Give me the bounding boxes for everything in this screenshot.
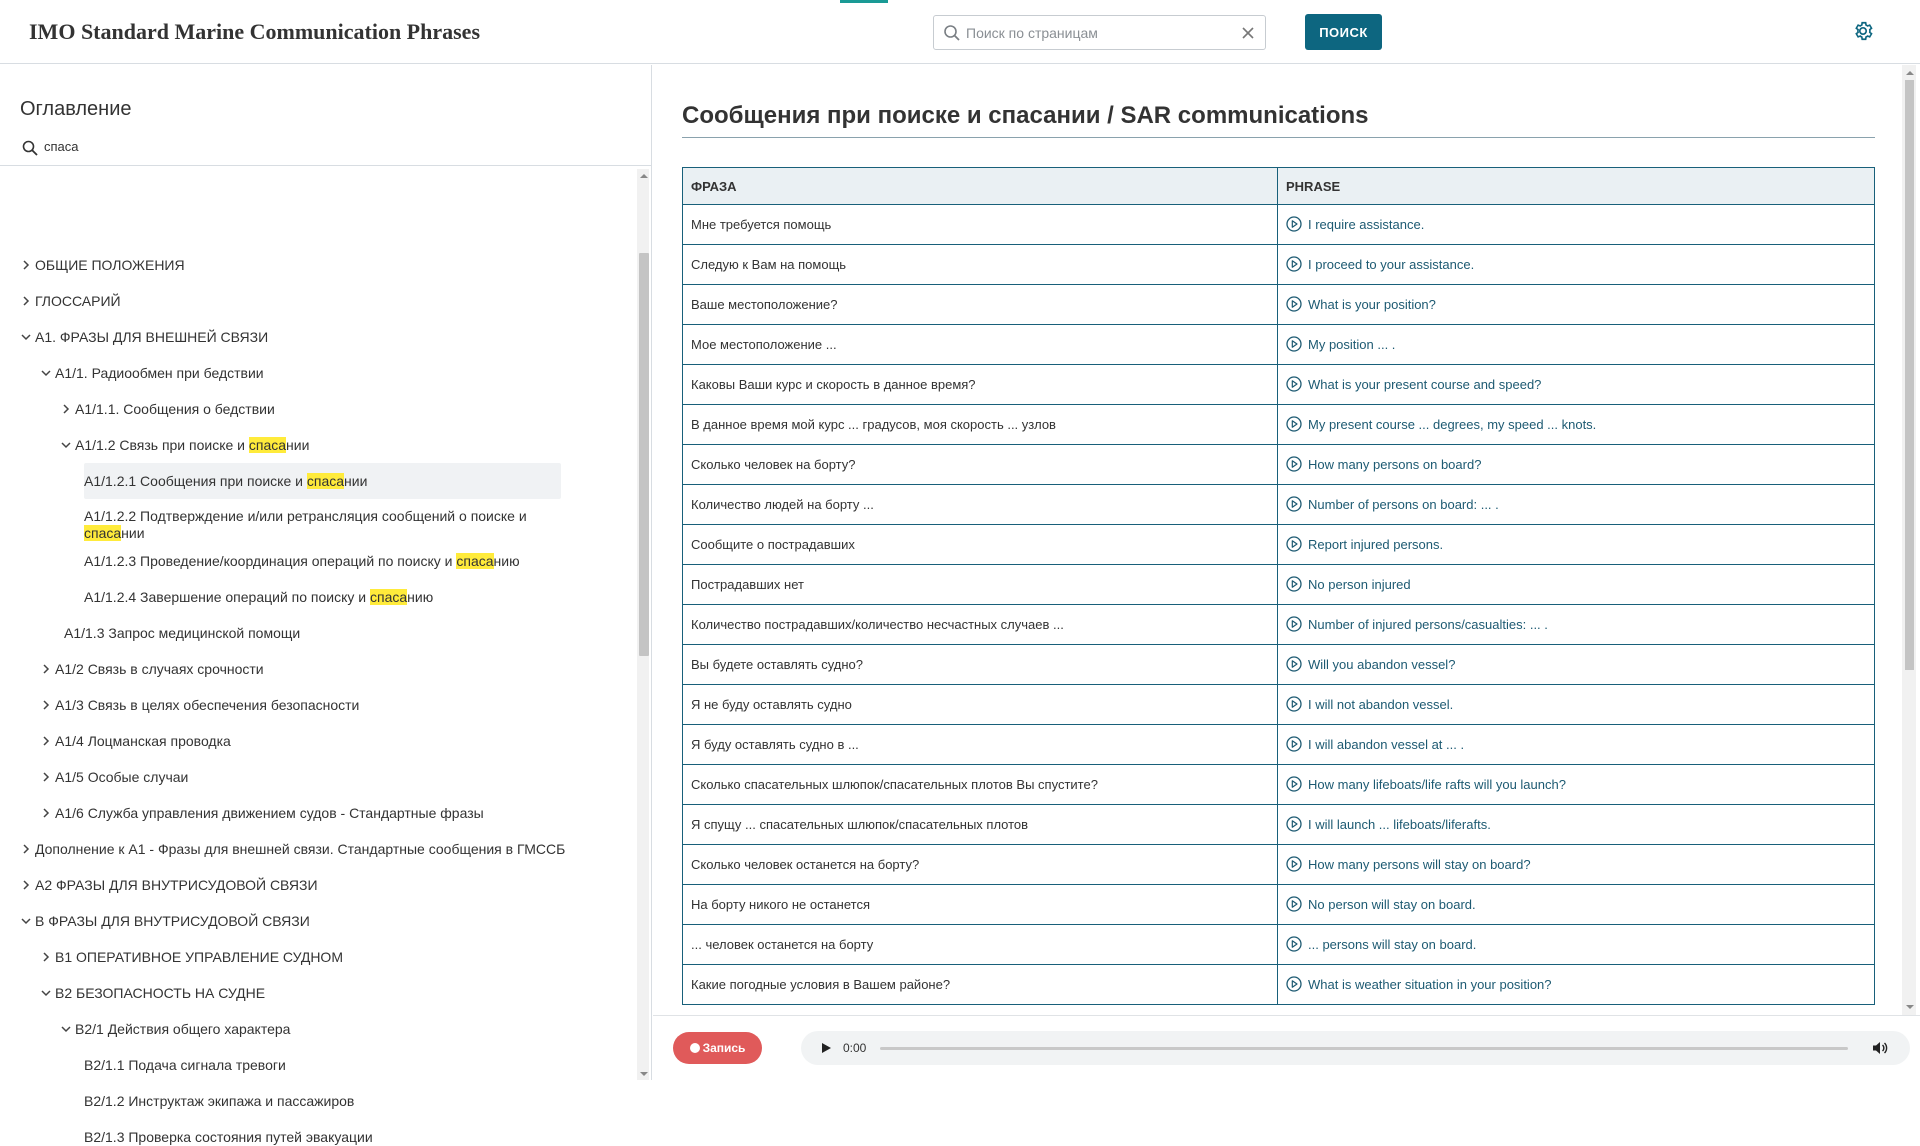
toc-item-text: ГЛОССАРИЙ [35, 293, 121, 309]
play-audio-icon[interactable] [1286, 656, 1302, 672]
play-audio-icon[interactable] [1286, 536, 1302, 552]
phrase-en[interactable] [1278, 325, 1875, 365]
phrase-en-text: Report injured persons. [1308, 536, 1444, 552]
toc-item-text: А1/1.3 Запрос медицинской помощи [64, 625, 301, 641]
toc-filter[interactable] [20, 138, 420, 160]
toc-item-text: нию [493, 553, 520, 569]
top-bar [0, 0, 1920, 64]
chevron-down-icon[interactable] [20, 915, 32, 927]
phrase-en[interactable] [1278, 885, 1875, 925]
table-row [683, 285, 1875, 325]
phrase-en-text: No person will stay on board. [1308, 896, 1476, 912]
search-button[interactable]: ПОИСК [1305, 14, 1382, 50]
table-row [683, 565, 1875, 605]
phrase-ru: Какие погодные условия в Вашем районе? [683, 965, 1278, 1005]
play-audio-icon[interactable] [1286, 576, 1302, 592]
toc-filter-input[interactable] [44, 139, 404, 154]
table-row [683, 245, 1875, 285]
toc-item-text: А1/1.2.3 Проведение/координация операций по поиску и [84, 553, 457, 569]
table-row [683, 805, 1875, 845]
toc-item[interactable] [55, 696, 359, 714]
top-accent-bar [840, 0, 888, 3]
phrase-en[interactable] [1278, 765, 1875, 805]
play-audio-icon[interactable] [1286, 936, 1302, 952]
toc-item[interactable] [84, 588, 433, 606]
toc-item[interactable] [64, 624, 300, 642]
phrase-en[interactable] [1278, 485, 1875, 525]
toc-title: Оглавление [20, 98, 132, 120]
main-scrollbar-thumb[interactable] [1905, 80, 1914, 670]
search-highlight: спаса [369, 589, 408, 605]
divider [0, 165, 652, 166]
play-audio-icon[interactable] [1286, 456, 1302, 472]
phrase-en[interactable] [1278, 965, 1875, 1005]
toc-item[interactable] [35, 912, 310, 930]
table-row [683, 325, 1875, 365]
table-row [683, 725, 1875, 765]
play-audio-icon[interactable] [1286, 976, 1302, 992]
toc-item-text: Дополнение к А1 - Фразы для внешней связи. Стандартные сообщения в ГМССБ [35, 841, 566, 857]
phrase-ru: Сколько человек останется на борту? [683, 845, 1278, 885]
play-audio-icon[interactable] [1286, 336, 1302, 352]
chevron-right-icon[interactable] [40, 951, 52, 963]
toc-tree [0, 169, 636, 1145]
phrase-en[interactable] [1278, 565, 1875, 605]
play-audio-icon[interactable] [1286, 776, 1302, 792]
chevron-right-icon[interactable] [40, 699, 52, 711]
chevron-down-icon[interactable] [60, 439, 72, 451]
play-audio-icon[interactable] [1286, 856, 1302, 872]
table-row [683, 965, 1875, 1005]
phrase-en-text: I require assistance. [1308, 216, 1425, 232]
clear-search-icon[interactable] [1239, 24, 1257, 42]
phrase-ru: Каковы Ваши курс и скорость в данное время? [683, 365, 1278, 405]
toc-item[interactable] [84, 463, 561, 499]
phrase-en-text: Will you abandon vessel? [1308, 656, 1456, 672]
toc-item-text: нии [121, 525, 145, 541]
table-row [683, 605, 1875, 645]
phrase-ru: В данное время мой курс ... градусов, моя скорость ... узлов [683, 405, 1278, 445]
column-header-phrase-en: PHRASE [1278, 168, 1875, 205]
play-audio-icon[interactable] [1286, 416, 1302, 432]
toc-item-text: А2 ФРАЗЫ ДЛЯ ВНУТРИСУДОВОЙ СВЯЗИ [35, 877, 318, 893]
scroll-up-icon[interactable] [1905, 69, 1915, 77]
page-search-box[interactable] [933, 15, 1266, 50]
phrase-en[interactable] [1278, 365, 1875, 405]
toc-item[interactable] [35, 840, 565, 858]
play-icon[interactable] [820, 1042, 832, 1054]
phrase-en-text: How many persons will stay on board? [1308, 856, 1531, 872]
toc-item-text: нии [344, 473, 368, 489]
volume-icon[interactable] [1872, 1040, 1888, 1056]
toc-item-text: В2/1.1 Подача сигнала тревоги [84, 1057, 286, 1073]
toc-item-text: А1/5 Особые случаи [55, 769, 189, 785]
toc-item-text: нию [407, 589, 434, 605]
chevron-right-icon[interactable] [60, 403, 72, 415]
chevron-down-icon[interactable] [20, 331, 32, 343]
phrase-ru: Ваше местоположение? [683, 285, 1278, 325]
phrase-ru: Сколько спасательных шлюпок/спасательных плотов Вы спустите? [683, 765, 1278, 805]
phrase-ru: Мое местоположение ... [683, 325, 1278, 365]
toc-item[interactable] [35, 328, 268, 346]
page-title: Сообщения при поиске и спасании / SAR communications [682, 102, 1369, 129]
scroll-down-icon[interactable] [639, 1070, 649, 1078]
phrase-en-text: What is your position? [1308, 296, 1436, 312]
phrase-en[interactable] [1278, 525, 1875, 565]
play-audio-icon[interactable] [1286, 296, 1302, 312]
toc-item[interactable] [55, 804, 484, 822]
toc-item-text: А1/1.2 Связь при поиске и [75, 437, 249, 453]
phrase-en[interactable] [1278, 285, 1875, 325]
toc-item[interactable] [55, 732, 231, 750]
toc-item-text: В2 БЕЗОПАСНОСТЬ НА СУДНЕ [55, 985, 266, 1001]
toc-item[interactable] [35, 256, 185, 274]
toc-item-text: А1/6 Служба управления движением судов - Стандартные фразы [55, 805, 484, 821]
toc-item-text: В2/1.3 Проверка состояния путей эвакуации [84, 1129, 373, 1145]
toc-scrollbar-thumb[interactable] [639, 253, 649, 656]
table-row [683, 845, 1875, 885]
phrase-en-text: No person injured [1308, 576, 1411, 592]
toc-item-text: В ФРАЗЫ ДЛЯ ВНУТРИСУДОВОЙ СВЯЗИ [35, 913, 310, 929]
table-row [683, 645, 1875, 685]
phrase-ru: На борту никого не останется [683, 885, 1278, 925]
phrase-en[interactable] [1278, 645, 1875, 685]
play-audio-icon[interactable] [1286, 736, 1302, 752]
phrase-en-text: How many persons on board? [1308, 456, 1482, 472]
toc-sidebar [0, 65, 652, 1145]
phrase-en[interactable] [1278, 685, 1875, 725]
toc-item-text: А1/1.2.4 Завершение операций по поиску и [84, 589, 370, 605]
search-highlight: спаса [306, 473, 345, 489]
toc-item-text: В2/1.2 Инструктаж экипажа и пассажиров [84, 1093, 355, 1109]
toc-item-text: В1 ОПЕРАТИВНОЕ УПРАВЛЕНИЕ СУДНОМ [55, 949, 343, 965]
chevron-right-icon[interactable] [20, 295, 32, 307]
audio-progress-track[interactable] [880, 1047, 1848, 1050]
toc-item[interactable] [75, 400, 275, 418]
phrase-en-text: I will launch ... lifeboats/liferafts. [1308, 816, 1491, 832]
phrase-en[interactable] [1278, 725, 1875, 765]
table-row [683, 925, 1875, 965]
toc-item[interactable] [55, 984, 265, 1002]
toc-item[interactable] [84, 1128, 373, 1146]
audio-footer [653, 1015, 1920, 1080]
toc-item-text: А1. ФРАЗЫ ДЛЯ ВНЕШНЕЙ СВЯЗИ [35, 329, 269, 345]
search-icon [22, 140, 38, 156]
scroll-down-icon[interactable] [1905, 1003, 1915, 1011]
phrase-en-text: I will abandon vessel at ... . [1308, 736, 1465, 752]
table-row [683, 365, 1875, 405]
phrase-en-text: What is your present course and speed? [1308, 376, 1542, 392]
toc-item[interactable] [75, 1020, 290, 1038]
toc-item-text: ОБЩИЕ ПОЛОЖЕНИЯ [35, 257, 185, 273]
toc-item[interactable] [35, 292, 121, 310]
toc-item-text: А1/2 Связь в случаях срочности [55, 661, 264, 677]
phrase-ru: Следую к Вам на помощь [683, 245, 1278, 285]
phrase-en[interactable] [1278, 405, 1875, 445]
toc-item-text: нии [286, 437, 310, 453]
chevron-right-icon[interactable] [40, 735, 52, 747]
table-row [683, 485, 1875, 525]
phrase-en-text: My position ... . [1308, 336, 1396, 352]
phrase-en[interactable] [1278, 205, 1875, 245]
search-highlight: спаса [456, 553, 494, 569]
gear-icon[interactable] [1852, 20, 1874, 42]
search-icon [943, 24, 961, 42]
play-audio-icon[interactable] [1286, 696, 1302, 712]
table-row [683, 205, 1875, 245]
toc-item[interactable] [84, 1092, 354, 1110]
phrase-en[interactable] [1278, 805, 1875, 845]
audio-time: 0:00 [843, 1041, 867, 1055]
chevron-right-icon[interactable] [20, 843, 32, 855]
toc-item-text: А1/3 Связь в целях обеспечения безопасности [55, 697, 360, 713]
toc-item[interactable] [55, 948, 343, 966]
phrase-en-text: How many lifeboats/life rafts will you launch? [1308, 776, 1566, 792]
toc-item-text: А1/1.2.2 Подтверждение и/или ретрансляция сообщений о поиске и [84, 508, 527, 524]
table-row [683, 885, 1875, 925]
phrase-ru: Пострадавших нет [683, 565, 1278, 605]
record-button-label: Запись [702, 1041, 746, 1055]
toc-item[interactable] [75, 436, 309, 454]
audio-player [801, 1031, 1910, 1065]
toc-item[interactable] [55, 364, 264, 382]
phrase-ru: Количество пострадавших/количество несчастных случаев ... [683, 605, 1278, 645]
column-header-phrase-ru: ФРАЗА [683, 168, 1278, 205]
toc-item[interactable] [84, 508, 584, 542]
phrase-en-text: ... persons will stay on board. [1308, 936, 1477, 952]
phrase-en-text: Number of persons on board: ... . [1308, 496, 1499, 512]
chevron-right-icon[interactable] [20, 879, 32, 891]
toc-item-text: А1/1.2.1 Сообщения при поиске и [84, 473, 307, 489]
chevron-right-icon[interactable] [20, 259, 32, 271]
phrase-ru: Сколько человек на борту? [683, 445, 1278, 485]
table-header-row [683, 168, 1875, 205]
phrase-ru: Сообщите о пострадавших [683, 525, 1278, 565]
phrase-en-text: My present course ... degrees, my speed ... knots. [1308, 416, 1597, 432]
play-audio-icon[interactable] [1286, 896, 1302, 912]
play-audio-icon[interactable] [1286, 216, 1302, 232]
table-row [683, 765, 1875, 805]
toc-item-text: А1/4 Лоцманская проводка [55, 733, 231, 749]
main-content [653, 65, 1920, 1015]
chevron-down-icon[interactable] [40, 367, 52, 379]
phrase-en[interactable] [1278, 245, 1875, 285]
play-audio-icon[interactable] [1286, 616, 1302, 632]
chevron-right-icon[interactable] [40, 807, 52, 819]
phrase-en-text: Number of injured persons/casualties: ... . [1308, 616, 1548, 632]
chevron-down-icon[interactable] [40, 987, 52, 999]
phrase-en-text: What is weather situation in your position? [1308, 976, 1552, 992]
phrase-en-text: I will not abandon vessel. [1308, 696, 1454, 712]
play-audio-icon[interactable] [1286, 256, 1302, 272]
toc-item-text: В2/1 Действия общего характера [75, 1021, 291, 1037]
toc-item[interactable] [35, 876, 318, 894]
phrase-en[interactable] [1278, 445, 1875, 485]
phrase-ru: Я не буду оставлять судно [683, 685, 1278, 725]
search-highlight: спаса [84, 525, 122, 541]
play-audio-icon[interactable] [1286, 816, 1302, 832]
phrase-ru: Мне требуется помощь [683, 205, 1278, 245]
phrase-ru: Вы будете оставлять судно? [683, 645, 1278, 685]
record-button[interactable] [673, 1032, 762, 1064]
phrase-en[interactable] [1278, 925, 1875, 965]
phrase-en-text: I proceed to your assistance. [1308, 256, 1475, 272]
table-row [683, 685, 1875, 725]
play-audio-icon[interactable] [1286, 376, 1302, 392]
scroll-up-icon[interactable] [639, 172, 649, 180]
chevron-right-icon[interactable] [40, 771, 52, 783]
chevron-right-icon[interactable] [40, 663, 52, 675]
toc-item-text: А1/1.1. Сообщения о бедствии [75, 401, 275, 417]
toc-item[interactable] [84, 1056, 286, 1074]
toc-item[interactable] [84, 552, 520, 570]
phrase-ru: Я буду оставлять судно в ... [683, 725, 1278, 765]
table-row [683, 525, 1875, 565]
app-title: IMO Standard Marine Communication Phrases [29, 19, 480, 44]
phrase-en[interactable] [1278, 845, 1875, 885]
phrase-ru: Количество людей на борту ... [683, 485, 1278, 525]
phrase-ru: Я спущу ... спасательных шлюпок/спасательных плотов [683, 805, 1278, 845]
phrases-table [682, 167, 1875, 1005]
toc-item[interactable] [55, 768, 188, 786]
table-row [683, 445, 1875, 485]
chevron-down-icon[interactable] [60, 1023, 72, 1035]
record-dot-icon [690, 1043, 700, 1053]
phrase-ru: ... человек останется на борту [683, 925, 1278, 965]
search-highlight: спаса [248, 437, 287, 453]
play-audio-icon[interactable] [1286, 496, 1302, 512]
phrase-en[interactable] [1278, 605, 1875, 645]
toc-item[interactable] [55, 660, 264, 678]
search-input[interactable] [966, 22, 1226, 44]
divider [682, 137, 1875, 138]
toc-item-text: А1/1. Радиообмен при бедствии [55, 365, 264, 381]
table-row [683, 405, 1875, 445]
